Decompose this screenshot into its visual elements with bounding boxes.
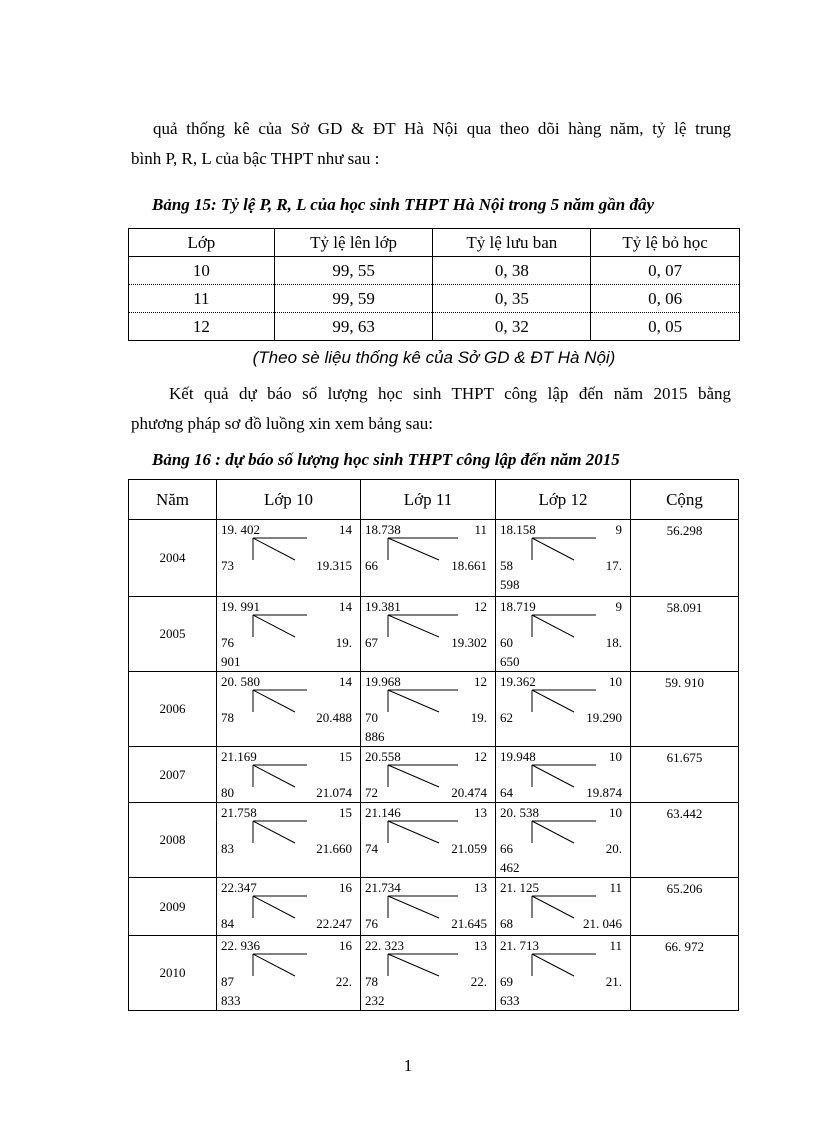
flow-value-e: 901 (221, 654, 241, 669)
flow-value-c: 87 (221, 974, 234, 989)
flow-value-c: 67 (365, 635, 378, 650)
table16-total-cell: 61.675 (631, 747, 739, 803)
flow-value-a: 19.948 (500, 749, 536, 764)
flow-arrow-lines (496, 520, 631, 596)
intro-line-2: bình P, R, L của bậc THPT như sau : (131, 149, 380, 168)
flow-value-b: 13 (474, 880, 487, 895)
flow-value-a: 19.968 (365, 674, 401, 689)
table16-year-cell: 2005 (129, 597, 217, 672)
table15-header-row (129, 229, 740, 257)
table16-header-cell: Cộng (631, 480, 739, 520)
flow-diagonal-line (388, 765, 439, 787)
table16 (128, 479, 739, 1011)
flow-diagram (496, 936, 630, 1010)
flow-value-b: 13 (474, 805, 487, 820)
flow-diagram (361, 878, 495, 935)
flow-diagram (361, 520, 495, 596)
table16-flow-cell (361, 747, 496, 803)
flow-value-c: 78 (365, 974, 378, 989)
flow-diagonal-line (253, 954, 295, 976)
table-row (129, 597, 739, 672)
flow-value-e: 650 (500, 654, 520, 669)
flow-diagram (361, 597, 495, 671)
flow-value-a: 20. 580 (221, 674, 260, 689)
flow-value-b: 11 (609, 938, 622, 953)
table15-header-cell: Tỷ lệ lên lớp (274, 229, 433, 257)
flow-value-c: 70 (365, 710, 378, 725)
flow-value-c: 80 (221, 785, 234, 800)
flow-diagonal-line (388, 538, 439, 560)
flow-value-d: 22. (470, 974, 487, 989)
flow-diagonal-line (532, 765, 574, 787)
flow-diagram (496, 672, 630, 746)
flow-diagram (217, 520, 360, 596)
table15-cell: 0, 07 (591, 257, 740, 285)
flow-value-b: 14 (339, 599, 352, 614)
flow-diagonal-line (532, 954, 574, 976)
table16-flow-cell (217, 597, 361, 672)
flow-arrow-lines (361, 878, 496, 935)
table16-total-cell: 63.442 (631, 803, 739, 878)
flow-value-d: 21.645 (451, 916, 487, 931)
flow-value-d: 19.290 (586, 710, 622, 725)
flow-diagonal-line (532, 821, 574, 843)
flow-value-d: 18.661 (451, 558, 487, 573)
flow-diagram (496, 520, 630, 596)
flow-value-b: 16 (339, 880, 352, 895)
table15-caption: Bảng 15: Tỷ lệ P, R, L của học sinh THPT Hà Nội trong 5 năm gần đây (152, 195, 655, 214)
flow-value-c: 73 (221, 558, 234, 573)
flow-arrow-lines (361, 803, 496, 877)
flow-value-a: 20. 538 (500, 805, 539, 820)
table-row (129, 878, 739, 936)
table16-total-cell: 65.206 (631, 878, 739, 936)
flow-arrow-lines (217, 878, 361, 935)
table16-flow-cell (361, 936, 496, 1011)
flow-diagonal-line (253, 538, 295, 560)
flow-value-c: 83 (221, 841, 234, 856)
table15-cell: 12 (129, 313, 275, 341)
flow-value-b: 13 (474, 938, 487, 953)
table16-year-cell: 2004 (129, 520, 217, 597)
table-row (129, 257, 740, 285)
table16-flow-cell (217, 803, 361, 878)
flow-value-d: 21.660 (316, 841, 352, 856)
flow-value-c: 72 (365, 785, 378, 800)
table-row (129, 520, 739, 597)
flow-value-b: 9 (615, 599, 622, 614)
table16-year-cell: 2010 (129, 936, 217, 1011)
flow-value-a: 18.719 (500, 599, 536, 614)
flow-diagonal-line (388, 954, 439, 976)
table16-flow-cell (361, 672, 496, 747)
table-row (129, 936, 739, 1011)
flow-value-d: 20. (605, 841, 622, 856)
flow-value-c: 66 (500, 841, 513, 856)
flow-value-d: 19. (470, 710, 487, 725)
table16-flow-cell (496, 672, 631, 747)
flow-value-d: 21.059 (451, 841, 487, 856)
flow-value-d: 22. (335, 974, 352, 989)
flow-value-b: 10 (609, 805, 622, 820)
flow-diagram (217, 597, 360, 671)
flow-value-d: 19.874 (586, 785, 622, 800)
flow-value-a: 19. 402 (221, 522, 260, 537)
flow-value-b: 12 (474, 749, 487, 764)
table15-cell: 0, 38 (433, 257, 591, 285)
table16-header-cell: Lớp 12 (496, 480, 631, 520)
table16-flow-cell (496, 878, 631, 936)
flow-value-d: 19. (335, 635, 352, 650)
flow-value-d: 19.315 (316, 558, 352, 573)
flow-value-a: 21.734 (365, 880, 401, 895)
flow-value-b: 9 (615, 522, 622, 537)
flow-value-e: 633 (500, 993, 520, 1008)
flow-diagram (217, 803, 360, 877)
flow-arrow-lines (496, 803, 631, 877)
flow-value-a: 19.381 (365, 599, 401, 614)
table16-header-row (129, 480, 739, 520)
flow-diagram (496, 878, 630, 935)
flow-value-c: 69 (500, 974, 513, 989)
flow-value-b: 10 (609, 674, 622, 689)
flow-value-b: 12 (474, 674, 487, 689)
flow-value-a: 18.158 (500, 522, 536, 537)
table16-flow-cell (217, 936, 361, 1011)
table16-flow-cell (496, 597, 631, 672)
flow-value-d: 18. (605, 635, 622, 650)
intro-line-1: quả thống kê của Sở GD & ĐT Hà Nội qua theo dõi hàng năm, tỷ lệ trung (153, 119, 731, 138)
flow-value-b: 11 (609, 880, 622, 895)
flow-value-c: 78 (221, 710, 234, 725)
flow-value-d: 19.302 (451, 635, 487, 650)
flow-diagonal-line (253, 690, 295, 712)
flow-value-a: 21.758 (221, 805, 257, 820)
flow-arrow-lines (217, 520, 361, 596)
flow-arrow-lines (496, 936, 631, 1010)
flow-arrow-lines (361, 597, 496, 671)
table16-flow-cell (361, 597, 496, 672)
flow-diagram (361, 747, 495, 802)
flow-diagram (361, 672, 495, 746)
flow-value-a: 18.738 (365, 522, 401, 537)
flow-value-b: 10 (609, 749, 622, 764)
flow-value-b: 14 (339, 522, 352, 537)
flow-diagram (217, 936, 360, 1010)
table16-flow-cell (217, 672, 361, 747)
flow-diagonal-line (253, 821, 295, 843)
table16-total-cell: 59. 910 (631, 672, 739, 747)
table15-cell: 0, 32 (433, 313, 591, 341)
forecast-line-2: phương pháp sơ đồ luồng xin xem bảng sau: (131, 414, 433, 433)
flow-diagram (361, 803, 495, 877)
flow-value-a: 21. 713 (500, 938, 539, 953)
table16-flow-cell (496, 936, 631, 1011)
table16-header-cell: Năm (129, 480, 217, 520)
flow-arrow-lines (361, 936, 496, 1010)
table15-cell: 0, 05 (591, 313, 740, 341)
flow-value-c: 58 (500, 558, 513, 573)
table16-header-cell: Lớp 10 (217, 480, 361, 520)
table15-cell: 99, 63 (274, 313, 433, 341)
flow-value-e: 598 (500, 577, 520, 592)
table16-flow-cell (496, 520, 631, 597)
flow-value-d: 21. (605, 974, 622, 989)
flow-value-e: 462 (500, 860, 520, 875)
table16-year-cell: 2006 (129, 672, 217, 747)
flow-value-d: 20.474 (451, 785, 487, 800)
flow-diagonal-line (388, 821, 439, 843)
table15-cell: 0, 06 (591, 285, 740, 313)
table16-year-cell: 2007 (129, 747, 217, 803)
forecast-paragraph (131, 379, 731, 439)
flow-arrow-lines (361, 520, 496, 596)
table16-flow-cell (361, 520, 496, 597)
flow-diagram (217, 747, 360, 802)
flow-value-e: 886 (365, 729, 385, 744)
table15-header-cell: Lớp (129, 229, 275, 257)
table16-flow-cell (496, 747, 631, 803)
flow-diagram (217, 878, 360, 935)
flow-diagonal-line (388, 615, 439, 637)
flow-value-a: 21. 125 (500, 880, 539, 895)
flow-value-b: 16 (339, 938, 352, 953)
flow-value-c: 66 (365, 558, 378, 573)
forecast-line-1: Kết quả dự báo số lượng học sinh THPT công lập đến năm 2015 bằng (169, 384, 731, 403)
flow-value-c: 76 (365, 916, 378, 931)
table16-year-cell: 2009 (129, 878, 217, 936)
flow-value-d: 22.247 (316, 916, 352, 931)
flow-value-d: 21.074 (316, 785, 352, 800)
flow-diagonal-line (532, 615, 574, 637)
flow-arrow-lines (217, 747, 361, 802)
flow-value-d: 17. (605, 558, 622, 573)
flow-value-c: 62 (500, 710, 513, 725)
flow-arrow-lines (496, 597, 631, 671)
flow-diagonal-line (388, 690, 439, 712)
table-row (129, 313, 740, 341)
table16-total-cell: 66. 972 (631, 936, 739, 1011)
table16-flow-cell (361, 878, 496, 936)
table15 (128, 228, 740, 341)
flow-value-c: 74 (365, 841, 378, 856)
table16-total-cell: 58.091 (631, 597, 739, 672)
table-row (129, 672, 739, 747)
intro-paragraph (131, 114, 731, 174)
flow-diagonal-line (532, 690, 574, 712)
table16-caption: Bảng 16 : dự báo số lượng học sinh THPT công lập đến năm 2015 (152, 450, 620, 469)
flow-value-b: 11 (474, 522, 487, 537)
table15-cell: 11 (129, 285, 275, 313)
table15-cell: 99, 59 (274, 285, 433, 313)
flow-value-a: 21.169 (221, 749, 257, 764)
flow-value-a: 22. 323 (365, 938, 404, 953)
flow-value-d: 20.488 (316, 710, 352, 725)
table15-cell: 0, 35 (433, 285, 591, 313)
table16-header-cell: Lớp 11 (361, 480, 496, 520)
flow-value-c: 68 (500, 916, 513, 931)
flow-value-b: 15 (339, 749, 352, 764)
flow-diagonal-line (253, 765, 295, 787)
flow-arrow-lines (496, 672, 631, 746)
flow-diagonal-line (253, 896, 295, 918)
flow-value-a: 19.362 (500, 674, 536, 689)
page-number: 1 (403, 1056, 413, 1075)
flow-value-a: 19. 991 (221, 599, 260, 614)
table15-source-note: (Theo sè liệu thống kê của Sở GD & ĐT Hà Nội) (252, 348, 616, 367)
table-row (129, 747, 739, 803)
flow-value-a: 22.347 (221, 880, 257, 895)
table16-total-cell: 56.298 (631, 520, 739, 597)
flow-diagonal-line (532, 896, 574, 918)
flow-value-b: 15 (339, 805, 352, 820)
flow-value-a: 22. 936 (221, 938, 260, 953)
flow-value-c: 64 (500, 785, 513, 800)
table-row (129, 285, 740, 313)
flow-diagram (496, 803, 630, 877)
flow-value-a: 20.558 (365, 749, 401, 764)
table15-cell: 99, 55 (274, 257, 433, 285)
table15-header-cell: Tỷ lệ bỏ học (591, 229, 740, 257)
flow-value-a: 21.146 (365, 805, 401, 820)
table16-flow-cell (361, 803, 496, 878)
flow-arrow-lines (361, 672, 496, 746)
flow-arrow-lines (217, 936, 361, 1010)
flow-diagram (361, 936, 495, 1010)
flow-arrow-lines (496, 878, 631, 935)
flow-diagram (496, 747, 630, 802)
table16-flow-cell (217, 747, 361, 803)
table-row (129, 803, 739, 878)
flow-arrow-lines (217, 672, 361, 746)
flow-arrow-lines (217, 803, 361, 877)
table16-year-cell: 2008 (129, 803, 217, 878)
flow-value-c: 60 (500, 635, 513, 650)
flow-diagonal-line (532, 538, 574, 560)
table15-header-cell: Tỷ lệ lưu ban (433, 229, 591, 257)
flow-diagram (217, 672, 360, 746)
flow-value-c: 76 (221, 635, 234, 650)
flow-arrow-lines (496, 747, 631, 802)
flow-value-b: 14 (339, 674, 352, 689)
flow-diagonal-line (253, 615, 295, 637)
flow-arrow-lines (217, 597, 361, 671)
table16-flow-cell (217, 520, 361, 597)
table15-cell: 10 (129, 257, 275, 285)
flow-value-d: 21. 046 (583, 916, 622, 931)
flow-value-c: 84 (221, 916, 234, 931)
flow-value-e: 833 (221, 993, 241, 1008)
flow-diagram (496, 597, 630, 671)
table16-flow-cell (217, 878, 361, 936)
table16-flow-cell (496, 803, 631, 878)
flow-diagonal-line (388, 896, 439, 918)
flow-value-b: 12 (474, 599, 487, 614)
flow-arrow-lines (361, 747, 496, 802)
flow-value-e: 232 (365, 993, 385, 1008)
